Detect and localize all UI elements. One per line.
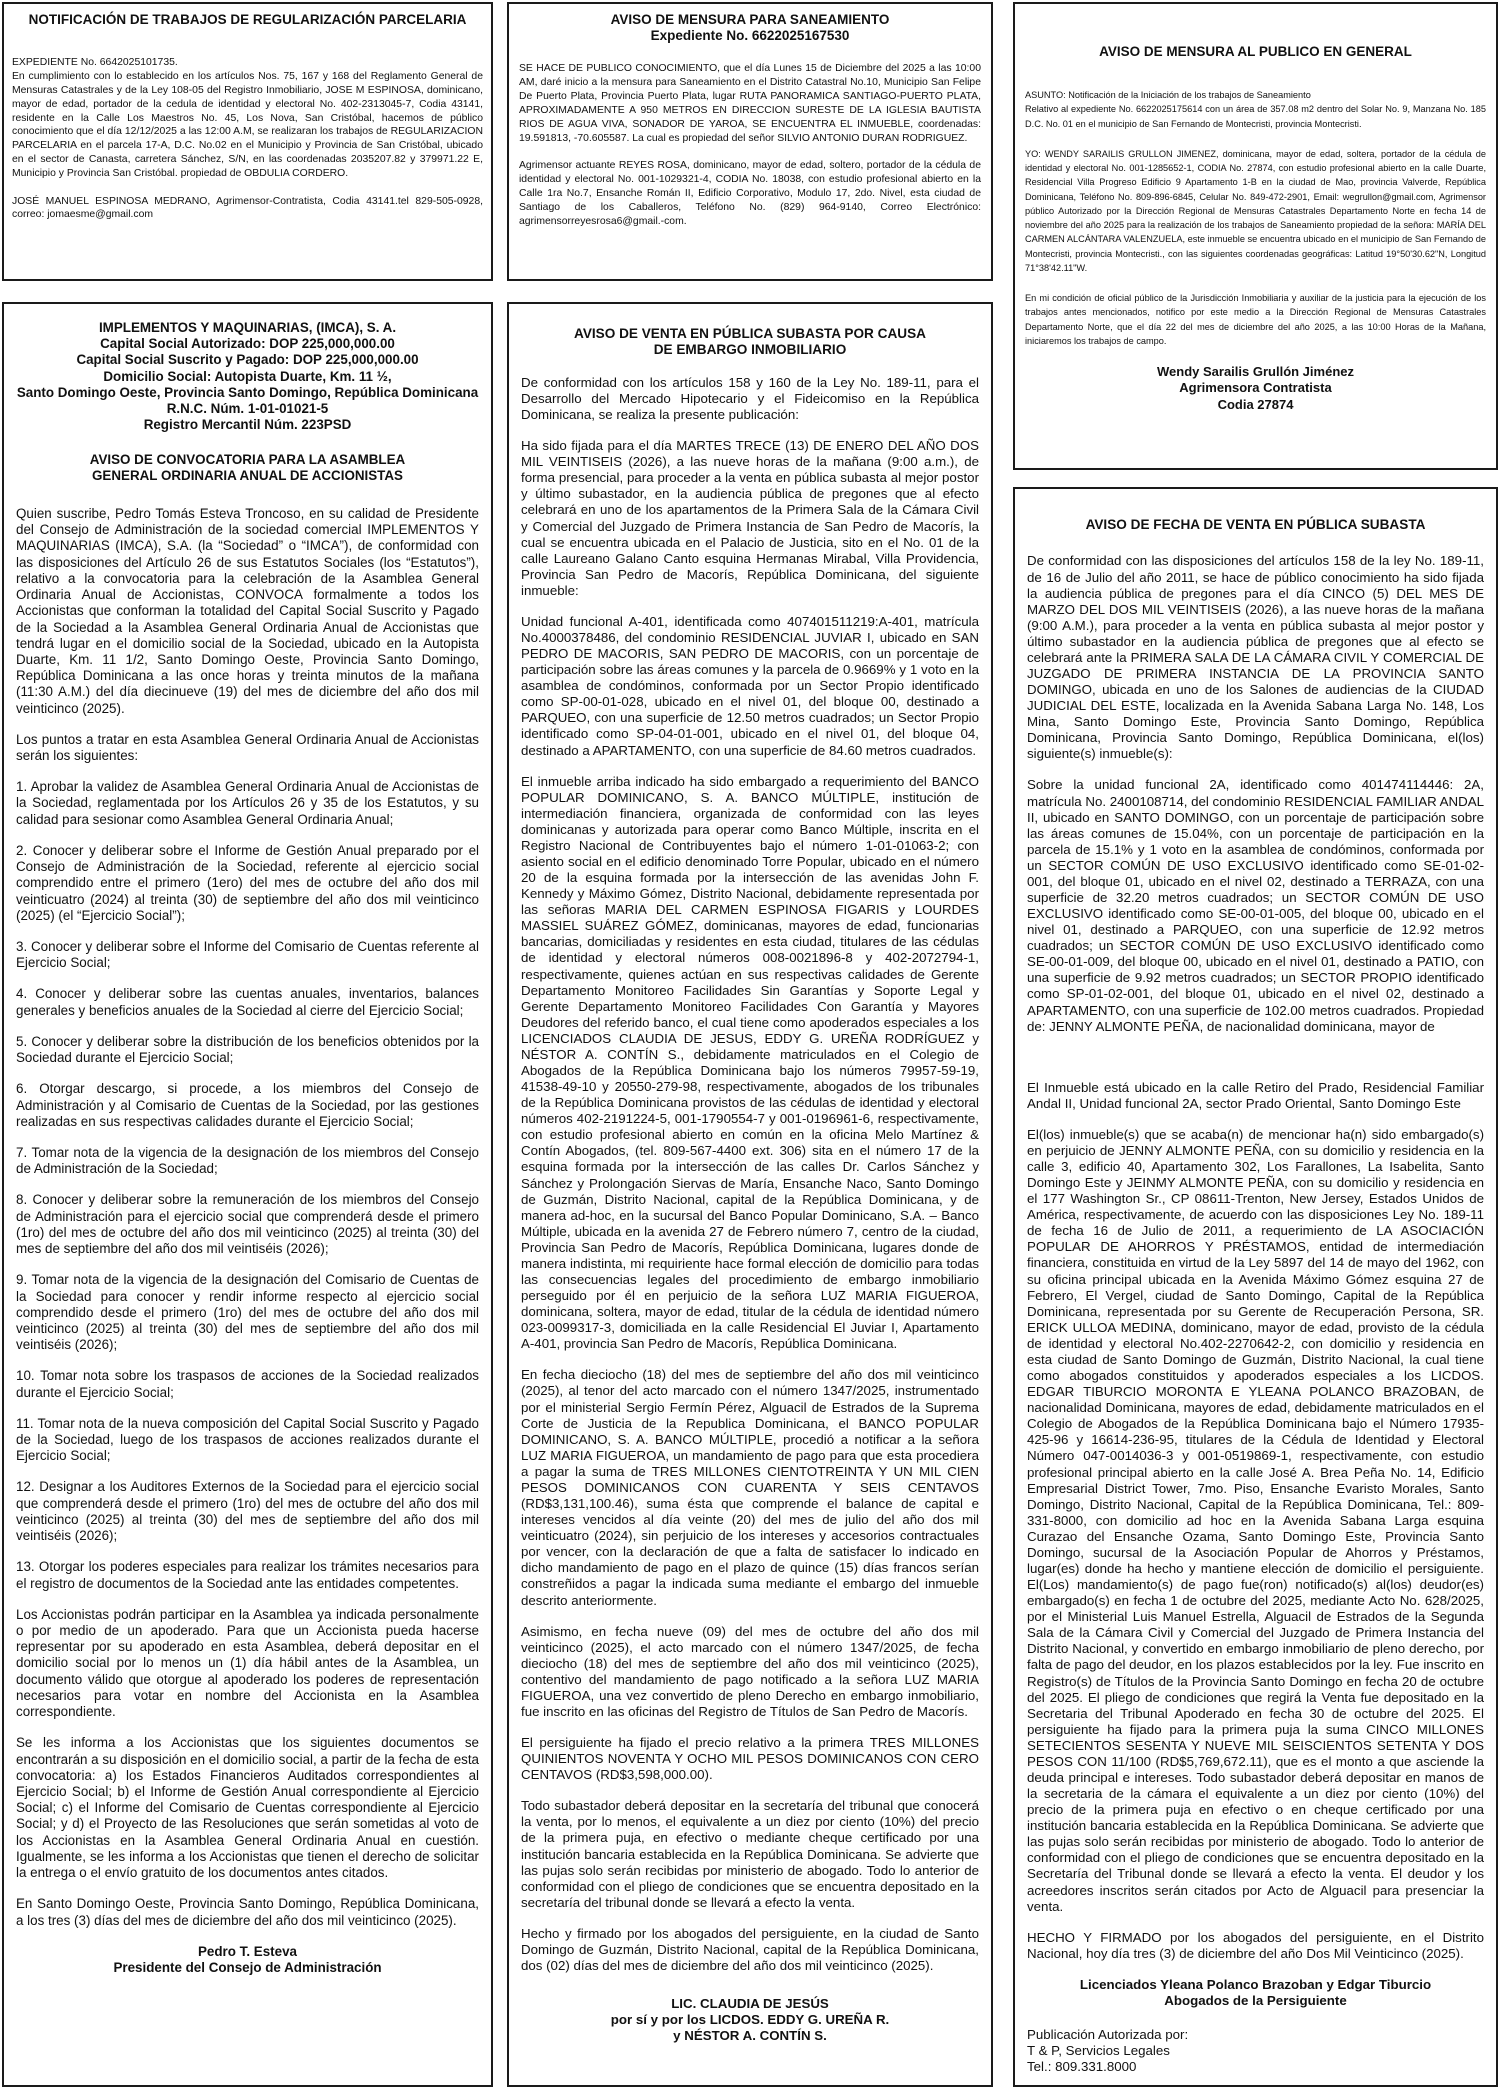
notice-paragraph: En fecha dieciocho (18) del mes de septiembre del año dos mil veinticinco (2025), al tenor del acto marcado con el número 1347/2025, instrumentado por el ministerial Sergio Fermín Pérez, Alguacil de Estrados de la Suprema Corte de Justicia de la Republica Dominicana, el BANCO POPULAR DOMINICANO, S. A. BANCO MÚLTIPLE, procedió a notificar a la señora LUZ MARIA FIGUEROA, un mandamiento de pago para que esta procediera a pagar la suma de TRES MILLONES CIENTOTREINTA Y UN MIL CIEN PESOS DOMINICANOS CON CUARENTA Y SEIS CENTAVOS (RD$3,131,100.46), suma ésta que comprende el balance de capital e intereses vencidos al día veinte (20) del mes de julio del año dos mil veinticuatro (2024), sin perjuicio de los intereses y accesorios contractuales por vencer, con la declaración de que a falta de satisfacer lo indicado en dicho mandamiento de pago en el plazo de quince (15) días francos serían constreñidos a pagar la indicada suma mediante el embargo del inmueble descrito anteriormente. <box>521 1367 979 1608</box>
notice-paragraph: Los puntos a tratar en esta Asamblea General Ordinaria Anual de Accionistas serán los siguientes: <box>16 731 479 764</box>
agenda-item: 13. Otorgar los poderes especiales para realizar los trámites necesarios para el registro de documentos de la Sociedad ante las entidades competentes. <box>16 1559 479 1591</box>
notice-paragraph: Sobre la unidad funcional 2A, identificado como 401474114446: 2A, matrícula No. 2400108714, del condominio RESIDENCIAL FAMILIAR ANDAL II, ubicado en SANTO DOMINGO, con un porcentaje de participación sobre las áreas comunes de 15.04%, con un porcentaje de participación en la parcela de 15.1% y 1 voto en la asamblea de condóminos, conformada por un SECTOR COMÚN DE USO EXCLUSIVO identificado como SE-01-02-001, del bloque 01, ubicado en el nivel 02, destinado a TERRAZA, con una superficie de 32.20 metros cuadrados; un SECTOR COMÚN DE USO EXCLUSIVO identificado como SE-00-01-005, del bloque 00, ubicado en el nivel 01, destinado a PARQUEO, con una superficie de 12.92 metros cuadrados; un SECTOR COMÚN DE USO EXCLUSIVO identificado como SE-00-01-009, del bloque 00, ubicado en el nivel 01, destinado a PATIO, con una superficie de 9.92 metros cuadrados; un SECTOR PROPIO identificado como SP-01-02-001, del bloque 01, ubicado en el nivel 02, destinado a APARTAMENTO, con una superficie de 102.00 metros cuadrados. Propiedad de: JENNY ALMONTE PEÑA, de nacionalidad dominicana, mayor de <box>1027 777 1484 1034</box>
notice-paragraph: SE HACE DE PUBLICO CONOCIMIENTO, que el día Lunes 15 de Diciembre del 2025 a las 10:00 AM, daré inicio a la mensura para Saneamiento en el Distrito Catastral No.10, Municipio San Felipe De Puerto Plata, Provincia Puerto Plata, lugar RUTA PANORAMICA SANTIAGO-PUERTO PLATA, APROXIMADAMENTE A 950 METROS EN DIRECCION SURESTE DE LA IGLESIA BAUTISTA RIOS DE AGUA VIVA, SONADOR DE YAROA, SE ENCUENTRA EL INMUEBLE, coordenadas: 19.591813, -70.605587. La cual es propiedad del señor SILVIO ANTONIO DURAN RODRIGUEZ. <box>519 63 981 144</box>
company-header: IMPLEMENTOS Y MAQUINARIAS, (IMCA), S. A. Capital Social Autorizado: DOP 225,000,000.00 Capital Social Suscrito y Pagado: DOP 225,000,000.00 Domicilio Social: Autopista Duarte, Km. 11 ½, Santo Domingo Oeste, Provincia Santo Domingo, República Dominicana R.N.C. Núm. 1-01-01021-5 Registro Mercantil Núm. 223PSD <box>16 320 479 433</box>
notice-title: NOTIFICACIÓN DE TRABAJOS DE REGULARIZACIÓN PARCELARIA <box>28 12 467 27</box>
notice-mensura-publico-general <box>1013 2 1498 470</box>
notice-paragraph: De conformidad con los artículos 158 y 160 de la Ley No. 189-11, para el Desarrollo del Mercado Hipotecario y el Fideicomiso en la República Dominicana, se realiza la presente publicación: <box>521 374 979 423</box>
notice-mensura-saneamiento <box>507 2 993 281</box>
notice-paragraph: El Inmueble está ubicado en la calle Retiro del Prado, Residencial Familiar Andal II, Unidad funcional 2A, sector Prado Oriental, Santo Domingo Este <box>1027 1079 1484 1111</box>
notice-title: AVISO DE CONVOCATORIA PARA LA ASAMBLEA GENERAL ORDINARIA ANUAL DE ACCIONISTAS <box>89 451 406 483</box>
notice-title: AVISO DE VENTA EN PÚBLICA SUBASTA POR CAUSA DE EMBARGO INMOBILIARIO <box>574 326 926 358</box>
notice-paragraph: YO: WENDY SARAILIS GRULLON JIMENEZ, dominicana, mayor de edad, soltera, portador de la cédula de identidad y electoral No. 001-1285652-1, CODIA No. 27874, con estudio profesional abierto en la calle Duarte, Residencial Villa Progreso Edificio 9 Apartamento 1-B en la ciudad de Mao, provincia Valverde, República Dominicana, Teléfono No. 809-896-6845, Celular No. 849-472-2901, Email: wegrullon@gmail.com, Agrimensor público Autorizado por la Dirección Regional de Mensuras Catastrales Departamento Norte en fecha 14 de noviembre del año 2025 para la realización de los trabajos de Saneamiento propiedad de la señora: MARÍA DEL CARMEN ALCÁNTARA VALENZUELA, este inmueble se encuentra ubicado en el municipio de San Fernando de Montecristi, provincia Montecristi., con las siguientes coordenadas geográficas: Latitud 19°50'30.62"N, Longitud 71°38'42.11"W. <box>1025 148 1486 273</box>
agenda-item: 4. Conocer y deliberar sobre las cuentas anuales, inventarios, balances generales y beneficios anuales de la Sociedad al cierre del Ejercicio Social; <box>16 986 479 1018</box>
agenda-item: 9. Tomar nota de la vigencia de la designación del Comisario de Cuentas de la Sociedad para conocer y rendir informe respecto al ejercicio social comprendido desde el primero (1ro) del mes de octubre del año dos mil veinticinco (2025) al treinta (30) del mes de septiembre del año dos mil veintiséis (2026); <box>16 1272 479 1353</box>
notice-title: AVISO DE MENSURA AL PUBLICO EN GENERAL <box>1099 44 1412 59</box>
notice-paragraph: HECHO Y FIRMADO por los abogados del persiguiente, en el Distrito Nacional, hoy día tres (3) de diciembre del año Dos Mil Veinticinco (2025). <box>1027 1929 1484 1961</box>
agenda-item: 5. Conocer y deliberar sobre la distribución de los beneficios obtenidos por la Sociedad durante el Ejercicio Social; <box>16 1033 479 1066</box>
agenda-item: 2. Conocer y deliberar sobre el Informe de Gestión Anual preparado por el Consejo de Administración de la Sociedad, referente al ejercicio social comprendido entre el primero (1ero) del mes de octubre del año dos mil veinticuatro (2024) al treinta (30) de septiembre del año dos mil veinticinco (2025) (el “Ejercicio Social”); <box>16 842 479 923</box>
notice-paragraph: De conformidad con las disposiciones del artículos 158 de la ley No. 189-11, de 16 de Julio del año 2011, se hace de público conocimiento ha sido fijada la audiencia pública de pregones para el día CINCO (5) DEL MES DE MARZO DEL DOS MIL VEINTISEIS (2026), a las nueve horas de la mañana (9:00 A.M.), para proceder a la venta en pública subasta al mejor postor y último subastador en la audiencia pública de pregones que al efecto se celebrará ante la PRIMERA SALA DE LA CÁMARA CIVIL Y COMERCIAL DE JUZGADO DE PRIMERA INSTANCIA DE LA PROVINCIA SANTO DOMINGO, ubicada en uno de los Salones de audiencias de la CIUDAD JUDICIAL DEL ESTE, localizada en la Avenida Sabana Larga No. 148, Los Mina, Santo Domingo Este, Provincia Santo Domingo, República Dominicana, Provincia Santo Domingo, República Dominicana, el(los) siguiente(s) inmueble(s): <box>1027 553 1484 762</box>
agenda-item: 1. Aprobar la validez de Asamblea General Ordinaria Anual de Accionistas de la Sociedad, reglamentada por los Artículos 26 y 35 de los Estatutos, y su calidad para sesionar como Asamblea General Ordinaria Anual; <box>16 779 479 827</box>
notice-paragraph: ASUNTO: Notificación de la Iniciación de los trabajos de Saneamiento Relativo al expediente No. 6622025175614 con un área de 357.08 m2 dentro del Solar No. 9, Manzana No. 185 D.C. No. 01 en el municipio de San Fernando de Montecristi, provincia Montecristi. <box>1025 90 1486 129</box>
notice-paragraph: Se les informa a los Accionistas que los siguientes documentos se encontrarán a su disposición en el domicilio social, a partir de la fecha de esta convocatoria: a) los Estados Financieros Auditados correspondientes al Ejercicio Social; b) el Informe de Gestión Anual correspondiente al Ejercicio Social; c) el Informe del Comisario de Cuentas correspondiente al Ejercicio Social; y d) el Proyecto de las Resoluciones que serán sometidas al voto de los Accionistas en la Asamblea General Ordinaria Anual en cuestión. Igualmente, se les informa a los Accionistas que tienen el derecho de solicitar la entrega o el envío gratuito de los documentos antes citados. <box>16 1735 479 1881</box>
notice-signature: Licenciados Yleana Polanco Brazoban y Edgar Tiburcio Abogados de la Persiguiente <box>1079 1976 1432 2008</box>
notice-fecha-venta-subasta <box>1013 487 1498 2087</box>
notice-paragraph: Unidad funcional A-401, identificada como 407401511219:A-401, matrícula No.4000378486, del condominio RESIDENCIAL JUVIAR I, ubicado en SAN PEDRO DE MACORIS, SAN PEDRO DE MACORIS, con un porcentaje de participación sobre las áreas comunes y la parcela de 0.9669% y 1 voto en la asamblea de condóminos, conformada por un Sector Propio identificado como SP-00-01-028, ubicado en el nivel 01, del bloque 00, destinado a PARQUEO, con una superficie de 12.50 metros cuadrados; un Sector Propio identificado como SP-04-01-001, ubicado en el nivel 01, del bloque 04, destinado a APARTAMENTO, con una superficie de 84.60 metros cuadrados. <box>521 613 979 758</box>
notice-paragraph: El inmueble arriba indicado ha sido embargado a requerimiento del BANCO POPULAR DOMINICANO, S. A. BANCO MÚLTIPLE, institución de intermediación financiera, organizada de conformidad con las leyes dominicanas y autorizada para operar como Banco Múltiple, inscrita en el Registro Nacional de Contribuyentes bajo el número 1-01-01063-2; con asiento social en el edificio denominado Torre Popular, ubicado en el número 20 de la esquina formada por la intersección de las avenidas John F. Kennedy y Máximo Gómez, Distrito Nacional, debidamente representada por las señoras MARIA DEL CARMEN ESPINOSA FIGARIS y LOURDES MASSIEL SUÁREZ GÓMEZ, dominicanas, mayores de edad, funcionarias bancarias, domiciliadas y residentes en esta ciudad, titulares de las cédulas de identidad y electoral números 008-0021896-8 y 402-2072794-1, respectivamente, quienes actúan en sus respectivas calidades de Gerente Departamento Monitoreo Facilidades Sin Garantías y Soporte Legal y Gerente Departamento Monitoreo Facilidades Con Garantía y Mayores Deudores del referido banco, el cual tiene como apoderados especiales a los LICENCIADOS CLAUDIA DE JESUS, EDDY G. UREÑA RODRÍGUEZ y NÉSTOR A. CONTÍN S., debidamente matriculados en el Colegio de Abogados de la República Dominicana bajo los números 79957-59-19, 41538-49-10 y 20550-279-98, respectivamente, abogados de los tribunales de la República Dominicana provistos de las cédulas de identidad y electoral números 402-2191224-5, 001-1790554-7 y 001-0196961-6, respectivamente, con estudio profesional abierto en común en la oficina Melo Martínez & Contín Abogados, (tel. 809-567-4400 ext. 306) sita en el número 17 de la esquina formada por la intersección de las calles Dr. Carlos Sánchez y Sánchez y Prolongación Siervas de María, Ensanche Naco, Santo Domingo de Guzmán, Distrito Nacional, capital de la República Dominicana, y de manera ad-hoc, en la sucursal del Banco Popular Dominicano, S.A. – Banco Múltiple, ubicada en la avenida 27 de Febrero número 7, centro de la ciudad, Provincia San Pedro de Macorís, República Dominicana, lugares donde de manera indistinta, mi requiriente hace formal elección de domicilio para todas las consecuencias legales del procedimiento de embargo inmobiliario perseguido por él en perjuicio de la señora LUZ MARIA FIGUEROA, dominicana, soltera, mayor de edad, titular de la cédula de identidad número 023-0099317-3, domiciliada en la calle Residencial El Juviar I, Apartamento A-401, provincia San Pedro de Macorís, República Dominicana. <box>521 773 979 1352</box>
agenda-item: 7. Tomar nota de la vigencia de la designación de los miembros del Consejo de Administración de la Sociedad; <box>16 1144 479 1177</box>
publisher-info: Publicación Autorizada por: T & P, Servicios Legales Tel.: 809.331.8000 <box>1027 2027 1189 2075</box>
agenda-item: 3. Conocer y deliberar sobre el Informe del Comisario de Cuentas referente al Ejercicio Social; <box>16 939 479 971</box>
notice-venta-subasta-embargo <box>507 302 993 2087</box>
notice-convocatoria-asamblea <box>2 302 493 2087</box>
notice-paragraph: EXPEDIENTE No. 6642025101735. En cumplimiento con lo establecido en los artículos Nos. 75, 167 y 168 del Reglamento General de Mensuras Catastrales y de la Ley 108-05 del Registro Inmobiliario, JOSE M ESPINOSA, dominicano, mayor de edad, portador de la cedula de identidad y electoral No. 402-2313045-7, Codia 43141, residente en la Calle Los Maestros No. 45, Los Nova, San Cristóbal, hacemos de público conocimiento que el día 12/12/2025 a las 12:00 A.M, se realizaran los trabajos de REGULARIZACION PARCELARIA en el parcela 17-A, D.C. No.02 en el Municipio y Provincia de San Cristóbal, ubicado en el sector de Canasta, carretera Sánchez, S/N, en las coordenadas 2035207.82 y 379971.22 E, Municipio y Provincia San Cristóbal. propiedad de OBDULIA CORDERO. <box>12 57 483 179</box>
notice-signature: Wendy Sarailis Grullón Jiménez Agrimensora Contratista Codia 27874 <box>1157 364 1354 412</box>
notice-paragraph: JOSÉ MANUEL ESPINOSA MEDRANO, Agrimensor-Contratista, Codia 43141.tel 829-505-0928, correo: jomaesme@gmail.com <box>12 195 483 221</box>
notice-paragraph: Quien suscribe, Pedro Tomás Esteva Troncoso, en su calidad de Presidente del Consejo de Administración de la sociedad comercial IMPLEMENTOS Y MAQUINARIAS (IMCA), S.A. (la “Sociedad” o “IMCA”), de conformidad con las disposiciones del Artículo 26 de sus Estatutos Sociales (los “Estatutos”), relativo a la convocatoria para la celebración de la Asamblea General Ordinaria Anual de Accionistas, CONVOCA formalmente a todos los Accionistas que conforman la totalidad del Capital Social Suscrito y Pagado de la Sociedad a la Asamblea General Ordinaria Anual de Accionistas que tendrá lugar en el domicilio social de la Sociedad, ubicado en la Autopista Duarte, Km. 11 1/2, Santo Domingo Oeste, Provincia Santo Domingo, República Dominicana a las once horas y treinta minutos de la mañana (11:30 A.M.) del día diecinueve (19) del mes de diciembre del año dos mil veinticinco (2025). <box>16 505 479 716</box>
notice-paragraph: En Santo Domingo Oeste, Provincia Santo Domingo, República Dominicana, a los tres (3) días del mes de diciembre del año dos mil veinticinco (2025). <box>16 1896 479 1928</box>
notice-paragraph: Todo subastador deberá depositar en la secretaría del tribunal que conocerá la venta, por lo menos, el equivalente a un diez por ciento (10%) del precio de la primera puja, en efectivo o mediante cheque certificado por una institución bancaria establecida en la República Dominicana. Se advierte que las pujas solo serán recibidas por ministerio de abogado. Todo lo anterior de conformidad con el pliego de condiciones que se encuentra depositado en la secretaría del tribunal donde se llevará a efecto la venta. <box>521 1798 979 1910</box>
spacer <box>1027 1050 1484 1080</box>
notice-paragraph: El(los) inmueble(s) que se acaba(n) de mencionar ha(n) sido embargado(s) en perjuicio de JENNY ALMONTE PEÑA, con su domicilio y residencia en la calle 3, edificio 40, Apartamento 302, Los Farallones, La Isabelita, Santo Domingo Este y JEINMY ALMONTE PEÑA, con su domicilio y residencia en el 177 Washington Sr., CP 08611-Trenton, New Jersey, Estados Unidos de América, respectivamente, de acuerdo con las disposiciones Ley No. 189-11 de fecha 16 de Julio de 2011, a requerimiento de LA ASOCIACIÓN POPULAR DE AHORROS Y PRÉSTAMOS, entidad de intermediación financiera, constituida en virtud de la Ley 5897 del 14 de mayo del 1962, con su oficina principal ubicada en la Avenida Máximo Gómez esquina 27 de Febrero, El Vergel, ciudad de Santo Domingo, Capital de la República Dominicana, representada por su Gerente de Recuperación Persona, SR. ERICK ULLOA MEDINA, dominicano, mayor de edad, provisto de la cédula de identidad y electoral No.402-2270642-2, con domicilio y residencia en esta ciudad de Santo Domingo de Guzmán, Distrito Nacional, la cual tiene como abogados constituidos y apoderados especiales a los LICDOS. EDGAR TIBURCIO MORONTA E YLEANA POLANCO BRAZOBAN, de nacionalidad Dominicana, mayores de edad, debidamente matriculados en el Colegio de Abogados de la República Dominicana bajo el Número 17935-425-96 y 16614-236-95, titulares de la Cédula de Identidad y Electoral Número 047-0014036-3 y 001-0519869-1, respectivamente, con estudio profesional principal abierto en la calle José A. Brea Peña No. 14, Edificio Empresarial District Tower, 7mo. Piso, Ensanche Evaristo Morales, Santo Domingo, Distrito Nacional, Capital de la República Dominicana, Tel.: 809-331-8000, con domicilio ad hoc en la Avenida Sabana Larga esquina Curazao del Ensanche Ozama, Santo Domingo Este, Provincia Santo Domingo, sucursal de la Asociación Popular de Ahorros y Préstamos, lugar(es) donde ha hecho y mantiene elección de domicilio el persiguiente. El(Los) mandamiento(s) de pago fue(ron) notificado(s) al(los) deudor(es) embargado(s) en fecha 1 de octubre del 2025, mediante Acto No. 628/2025, por el Ministerial Luis Manuel Estrella, Alguacil de Estrados de la Segunda Sala de la Cámara Civil y Comercial del Juzgado de Primera Instancia del Distrito Nacional, y convertido en embargo inmobiliario de pleno derecho, por falta de pago del deudor, en los plazos establecidos por la ley. Fue inscrito en Registro(s) de Títulos de la Provincia Santo Domingo en fecha 20 de octubre del 2025. El pliego de condiciones que regirá la Venta fue depositado en la Secretaria del Tribunal Apoderado en fecha 30 de octubre del 2025. El persiguiente ha fijado para la primera puja la suma CINCO MILLONES SETECIENTOS SESENTA Y NUEVE MIL SEISCIENTOS SETENTA Y DOS PESOS CON 11/100 (RD$5,769,672.11), que es el monto a que asciende la deuda principal e intereses. Todo subastador deberá depositar en manos de la secretaria de la cámara el equivalente a un diez por ciento (10%) del precio de la primera puja en efectivo o en cheque certificado por una institución bancaria establecida en la República Dominicana. Se advierte que las pujas solo serán recibidas por ministerio de abogado. Todo lo anterior de conformidad con el pliego de condiciones que se encuentra depositado en la Secretaría del Tribunal donde se llevará a efecto la venta. El deudor y los acreedores inscritos serán citados por Acto de Alguacil para presenciar la venta. <box>1027 1126 1484 1914</box>
notice-signature: Pedro T. Esteva Presidente del Consejo de Administración <box>113 1943 382 1975</box>
notice-title: AVISO DE MENSURA PARA SANEAMIENTO Expediente No. 6622025167530 <box>610 12 890 44</box>
notice-paragraph: El persiguiente ha fijado el precio relativo a la primera TRES MILLONES QUINIENTOS NOVENTA Y OCHO MIL PESOS DOMINICANOS CON CERO CENTAVOS (RD$3,598,000.00). <box>521 1735 979 1783</box>
agenda-item: 8. Conocer y deliberar sobre la remuneración de los miembros del Consejo de Administración para el ejercicio social que comprenderá desde el primero (1ro) del mes de octubre del año dos mil veinticinco (2025) al treinta (30) del mes de septiembre del año dos mil veintiséis (2026); <box>16 1192 479 1257</box>
agenda-item: 10. Tomar nota sobre los traspasos de acciones de la Sociedad realizados durante el Ejercicio Social; <box>16 1368 479 1400</box>
agenda-item: 6. Otorgar descargo, si procede, a los miembros del Consejo de Administración y al Comisario de Cuentas de la Sociedad, por las gestiones realizadas en sus respectivas calidades durante el Ejercicio Social; <box>16 1081 479 1129</box>
notice-paragraph: Asimismo, en fecha nueve (09) del mes de octubre del año dos mil veinticinco (2025), el acto marcado con el número 1347/2025, de fecha dieciocho (18) del mes de septiembre del año dos mil veinticinco (2025), contentivo del mandamiento de pago notificado a la señora LUZ MARIA FIGUEROA, una vez convertido de pleno Derecho en embargo inmobiliario, fue inscrito en las oficinas del Registro de Títulos de San Pedro de Macorís. <box>521 1623 979 1719</box>
notice-regularizacion-parcelaria <box>2 2 493 281</box>
agenda-item: 11. Tomar nota de la nueva composición del Capital Social Suscrito y Pagado de la Sociedad, luego de los traspasos de acciones realizados durante el Ejercicio Social; <box>16 1415 479 1464</box>
notice-paragraph: Hecho y firmado por los abogados del persiguiente, en la ciudad de Santo Domingo de Guzmán, Distrito Nacional, capital de la República Dominicana, dos (02) días del mes de diciembre del año dos mil veinticinco (2025). <box>521 1925 979 1973</box>
notice-paragraph: Agrimensor actuante REYES ROSA, dominicano, mayor de edad, soltero, portador de la cédula de identidad y electoral No. 001-1029321-4, CODIA No. 18038, con estudio profesional abierto en la Calle 1ra No.7, Ensanche Román II, Edificio Corporativo, Modulo 17, 2do. Nivel, esta ciudad de Santiago de los Caballeros, Teléfono No. (829) 964-9140, Correo Electrónico: agrimensorreyesrosa6@gmail.-com. <box>519 160 981 227</box>
agenda-item: 12. Designar a los Auditores Externos de la Sociedad para el ejercicio social que comprenderá desde el primero (1ro) del mes de octubre del año dos mil veinticinco (2025) al treinta (30) del mes de septiembre del año dos mil veintiséis (2026); <box>16 1479 479 1544</box>
notice-title: AVISO DE FECHA DE VENTA EN PÚBLICA SUBASTA <box>1085 517 1426 532</box>
notice-signature: LIC. CLAUDIA DE JESÚS por sí y por los LICDOS. EDDY G. UREÑA R. y NÉSTOR A. CONTÍN S. <box>610 1996 890 2044</box>
notice-paragraph: En mi condición de oficial público de la Jurisdicción Inmobiliaria y auxiliar de la justicia para la ejecución de los trabajos antes mencionados, notifico por este medio a la Dirección Regional de Mensuras Catastrales Departamento Norte, que el día 22 del mes de diciembre del año 2025, a las 10:00 Horas de la Mañana, iniciaremos los trabajos de campo. <box>1025 293 1486 346</box>
notice-paragraph: Ha sido fijada para el día MARTES TRECE (13) DE ENERO DEL AÑO DOS MIL VEINTISEIS (2026), a las nueve horas de la mañana (9:00 a.m.), de forma presencial, para proceder a la venta en pública subasta al mejor postor y último subastador, en la audiencia pública de pregones que al efecto celebrará en uno de los apartamentos de la Primera Sala de la Cámara Civil y Comercial del Juzgado de Primera Instancia de San Pedro de Macorís, la cual se encuentra ubicada en el Palacio de Justicia, sito en el No. 01 de la calle Laureano Galano Canto esquina Hermanas Mirabal, Villa Providencia, Provincia San Pedro de Macorís, República Dominicana, del siguiente inmueble: <box>521 438 979 598</box>
notice-paragraph: Los Accionistas podrán participar en la Asamblea ya indicada personalmente o por medio de un apoderado. Para que un Accionista pueda hacerse representar por su apoderado en esta Asamblea, deberá depositar en el domicilio social por lo menos un (1) día hábil antes de la Asamblea, un documento válido que otorgue al apoderado los poderes de representación necesarios para votar en nombre del Accionista en la Asamblea correspondiente. <box>16 1606 479 1720</box>
